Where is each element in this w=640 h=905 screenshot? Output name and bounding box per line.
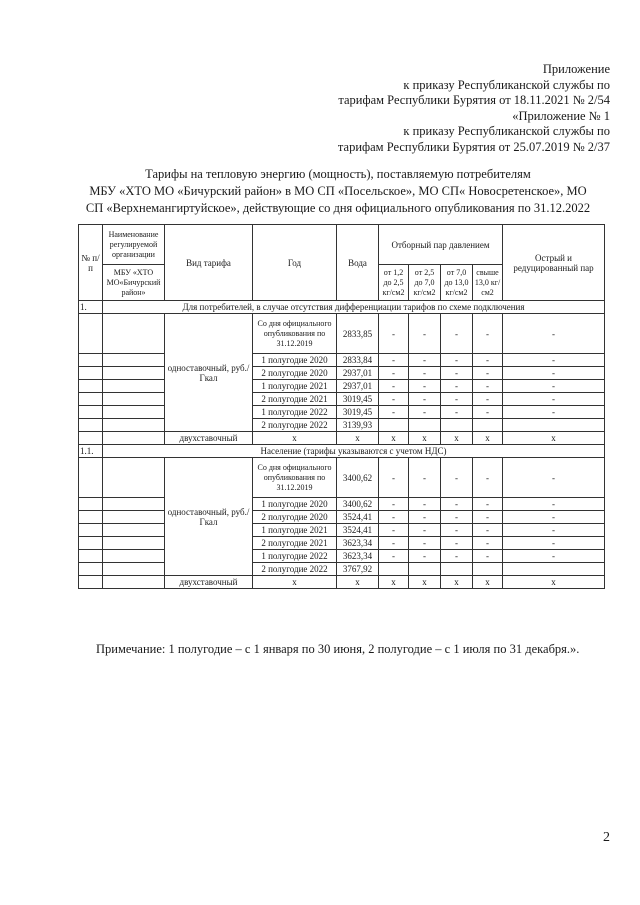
section-row: [79, 445, 605, 458]
year-cell: 2 полугодие 2021: [253, 393, 337, 406]
year-cell: 2 полугодие 2020: [253, 367, 337, 380]
water-cell: 3019,45: [337, 406, 379, 419]
header-line: «Приложение № 1: [512, 108, 610, 123]
value-cell: -: [441, 380, 473, 393]
value-cell: -: [503, 406, 605, 419]
water-cell: 3524,41: [337, 511, 379, 524]
table-row: [79, 537, 605, 550]
value-cell: -: [441, 537, 473, 550]
value-cell: -: [409, 550, 441, 563]
header-line: Приложение: [542, 62, 610, 76]
value-cell: -: [473, 354, 503, 367]
table-row: [79, 550, 605, 563]
value-cell: -: [473, 524, 503, 537]
water-cell: 2833,84: [337, 354, 379, 367]
footnote: Примечание: 1 полугодие – с 1 января по 30 июня, 2 полугодие – с 1 июля по 31 декабря.».: [96, 642, 580, 656]
value-cell: -: [379, 524, 409, 537]
year-cell: Со дня официального опубликования по 31.12.2019: [253, 314, 337, 354]
water-cell: 3623,34: [337, 550, 379, 563]
section-title: Для потребителей, в случае отсутствия дифференциации тарифов по схеме подключения: [103, 301, 605, 314]
water-cell: 3139,93: [337, 419, 379, 432]
value-cell: -: [441, 314, 473, 354]
value-cell: -: [441, 458, 473, 498]
section-title: Население (тарифы указываются с учетом НДС): [103, 445, 605, 458]
value-cell: -: [409, 406, 441, 419]
year-cell: х: [253, 432, 337, 445]
year-cell: Со дня официального опубликования по 31.12.2019: [253, 458, 337, 498]
value-cell: х: [441, 576, 473, 589]
value-cell: -: [379, 367, 409, 380]
value-cell: -: [503, 550, 605, 563]
table-row: [79, 576, 605, 589]
year-cell: 1 полугодие 2022: [253, 550, 337, 563]
title-line: СП «Верхнемангиртуйское», действующие со дня официального опубликования по 31.12.2022: [85, 201, 591, 215]
water-cell: 3623,34: [337, 537, 379, 550]
header-line: к приказу Республиканской службы по: [403, 77, 610, 92]
header-pressure: от 2,5 до 7,0 кг/см2: [409, 265, 441, 301]
value-cell: -: [473, 393, 503, 406]
table-row: [79, 367, 605, 380]
value-cell: -: [379, 458, 409, 498]
value-cell: -: [503, 498, 605, 511]
value-cell: -: [503, 524, 605, 537]
value-cell: -: [409, 498, 441, 511]
value-cell: -: [379, 406, 409, 419]
table-row: [79, 393, 605, 406]
value-cell: -: [409, 393, 441, 406]
value-cell: -: [473, 314, 503, 354]
section-row: [79, 301, 605, 314]
value-cell: -: [441, 367, 473, 380]
value-cell: х: [503, 576, 605, 589]
water-cell: 2833,85: [337, 314, 379, 354]
header-num: № п/п: [79, 225, 103, 301]
table-row: [79, 406, 605, 419]
value-cell: -: [503, 458, 605, 498]
table-row: [79, 524, 605, 537]
tariff-type-cell: двухставочный: [165, 432, 253, 445]
table-row: [79, 314, 605, 354]
value-cell: [409, 419, 441, 432]
year-cell: х: [253, 576, 337, 589]
value-cell: -: [409, 314, 441, 354]
value-cell: -: [409, 524, 441, 537]
value-cell: -: [503, 354, 605, 367]
value-cell: -: [379, 511, 409, 524]
value-cell: -: [503, 314, 605, 354]
value-cell: -: [473, 406, 503, 419]
value-cell: х: [441, 432, 473, 445]
value-cell: -: [503, 367, 605, 380]
value-cell: -: [379, 354, 409, 367]
value-cell: [503, 563, 605, 576]
value-cell: -: [441, 354, 473, 367]
table-row: [79, 563, 605, 576]
value-cell: -: [409, 458, 441, 498]
table-row: [79, 498, 605, 511]
value-cell: [473, 563, 503, 576]
value-cell: -: [441, 498, 473, 511]
value-cell: -: [409, 537, 441, 550]
table-row: [79, 458, 605, 498]
value-cell: [503, 419, 605, 432]
tariff-type-cell: одноставочный, руб./Гкал: [165, 314, 253, 432]
header-steam: Отборный пар давлением: [379, 225, 503, 265]
header-sharp-steam: Острый и редуцированный пар: [503, 225, 605, 301]
value-cell: -: [379, 380, 409, 393]
value-cell: -: [409, 354, 441, 367]
water-cell: 3524,41: [337, 524, 379, 537]
value-cell: -: [473, 367, 503, 380]
value-cell: -: [441, 511, 473, 524]
value-cell: х: [473, 432, 503, 445]
header-pressure: от 7,0 до 13,0 кг/см2: [441, 265, 473, 301]
value-cell: -: [441, 524, 473, 537]
year-cell: 2 полугодие 2022: [253, 563, 337, 576]
value-cell: -: [379, 393, 409, 406]
header-org-name: МБУ «ХТО МО«Бичурский район»: [103, 265, 165, 301]
header-water: Вода: [337, 225, 379, 301]
value-cell: [441, 419, 473, 432]
value-cell: [473, 419, 503, 432]
value-cell: х: [473, 576, 503, 589]
table-row: [79, 511, 605, 524]
header-pressure: от 1,2 до 2,5 кг/см2: [379, 265, 409, 301]
value-cell: -: [473, 458, 503, 498]
year-cell: 1 полугодие 2022: [253, 406, 337, 419]
year-cell: 2 полугодие 2022: [253, 419, 337, 432]
value-cell: -: [503, 393, 605, 406]
year-cell: 1 полугодие 2020: [253, 498, 337, 511]
section-num: 1.1.: [79, 445, 103, 458]
value-cell: -: [441, 393, 473, 406]
value-cell: -: [409, 380, 441, 393]
water-cell: 3767,92: [337, 563, 379, 576]
title-line: Тарифы на тепловую энергию (мощность), поставляемую потребителям: [145, 167, 531, 181]
water-cell: 3019,45: [337, 393, 379, 406]
table-row: [79, 354, 605, 367]
tariff-type-cell: одноставочный, руб./Гкал: [165, 458, 253, 576]
value-cell: -: [473, 550, 503, 563]
year-cell: 1 полугодие 2021: [253, 380, 337, 393]
header-org: Наименование регулируемой организации: [103, 225, 165, 265]
value-cell: -: [409, 367, 441, 380]
value-cell: -: [473, 511, 503, 524]
year-cell: 1 полугодие 2020: [253, 354, 337, 367]
header-line: тарифам Республики Бурятия от 18.11.2021 № 2/54: [338, 93, 610, 107]
value-cell: -: [473, 537, 503, 550]
value-cell: -: [503, 537, 605, 550]
value-cell: [379, 563, 409, 576]
table-row: [79, 419, 605, 432]
page-number: 2: [603, 830, 610, 845]
value-cell: х: [379, 576, 409, 589]
title-line: МБУ «ХТО МО «Бичурский район» в МО СП «Посельское», МО СП« Новосретенское», МО: [89, 184, 587, 198]
tariff-table: [78, 224, 605, 589]
year-cell: 2 полугодие 2021: [253, 537, 337, 550]
value-cell: -: [441, 406, 473, 419]
table-row: [79, 432, 605, 445]
value-cell: -: [473, 380, 503, 393]
header-year: Год: [253, 225, 337, 301]
header-line: тарифам Республики Бурятия от 25.07.2019 № 2/37: [337, 139, 610, 154]
appendix-header: [338, 62, 610, 155]
tariff-type-cell: двухставочный: [165, 576, 253, 589]
table-row: [79, 380, 605, 393]
year-cell: 1 полугодие 2021: [253, 524, 337, 537]
value-cell: х: [409, 432, 441, 445]
value-cell: -: [409, 511, 441, 524]
value-cell: -: [379, 537, 409, 550]
value-cell: х: [503, 432, 605, 445]
value-cell: -: [503, 511, 605, 524]
year-cell: 2 полугодие 2020: [253, 511, 337, 524]
value-cell: -: [473, 498, 503, 511]
section-num: 1.: [79, 301, 103, 314]
header-tariff-type: Вид тарифа: [165, 225, 253, 301]
value-cell: [379, 419, 409, 432]
value-cell: [409, 563, 441, 576]
header-line: к приказу Республиканской службы по: [403, 124, 610, 138]
header-pressure: свыше 13,0 кг/см2: [473, 265, 503, 301]
value-cell: [441, 563, 473, 576]
document-title: [58, 166, 618, 217]
water-cell: 3400,62: [337, 458, 379, 498]
value-cell: -: [441, 550, 473, 563]
water-cell: 2937,01: [337, 367, 379, 380]
water-cell: 3400,62: [337, 498, 379, 511]
water-cell: х: [337, 576, 379, 589]
value-cell: -: [379, 550, 409, 563]
value-cell: х: [379, 432, 409, 445]
value-cell: -: [503, 380, 605, 393]
water-cell: 2937,01: [337, 380, 379, 393]
table-header-row: [79, 225, 605, 265]
value-cell: -: [379, 314, 409, 354]
value-cell: -: [379, 498, 409, 511]
value-cell: х: [409, 576, 441, 589]
water-cell: х: [337, 432, 379, 445]
